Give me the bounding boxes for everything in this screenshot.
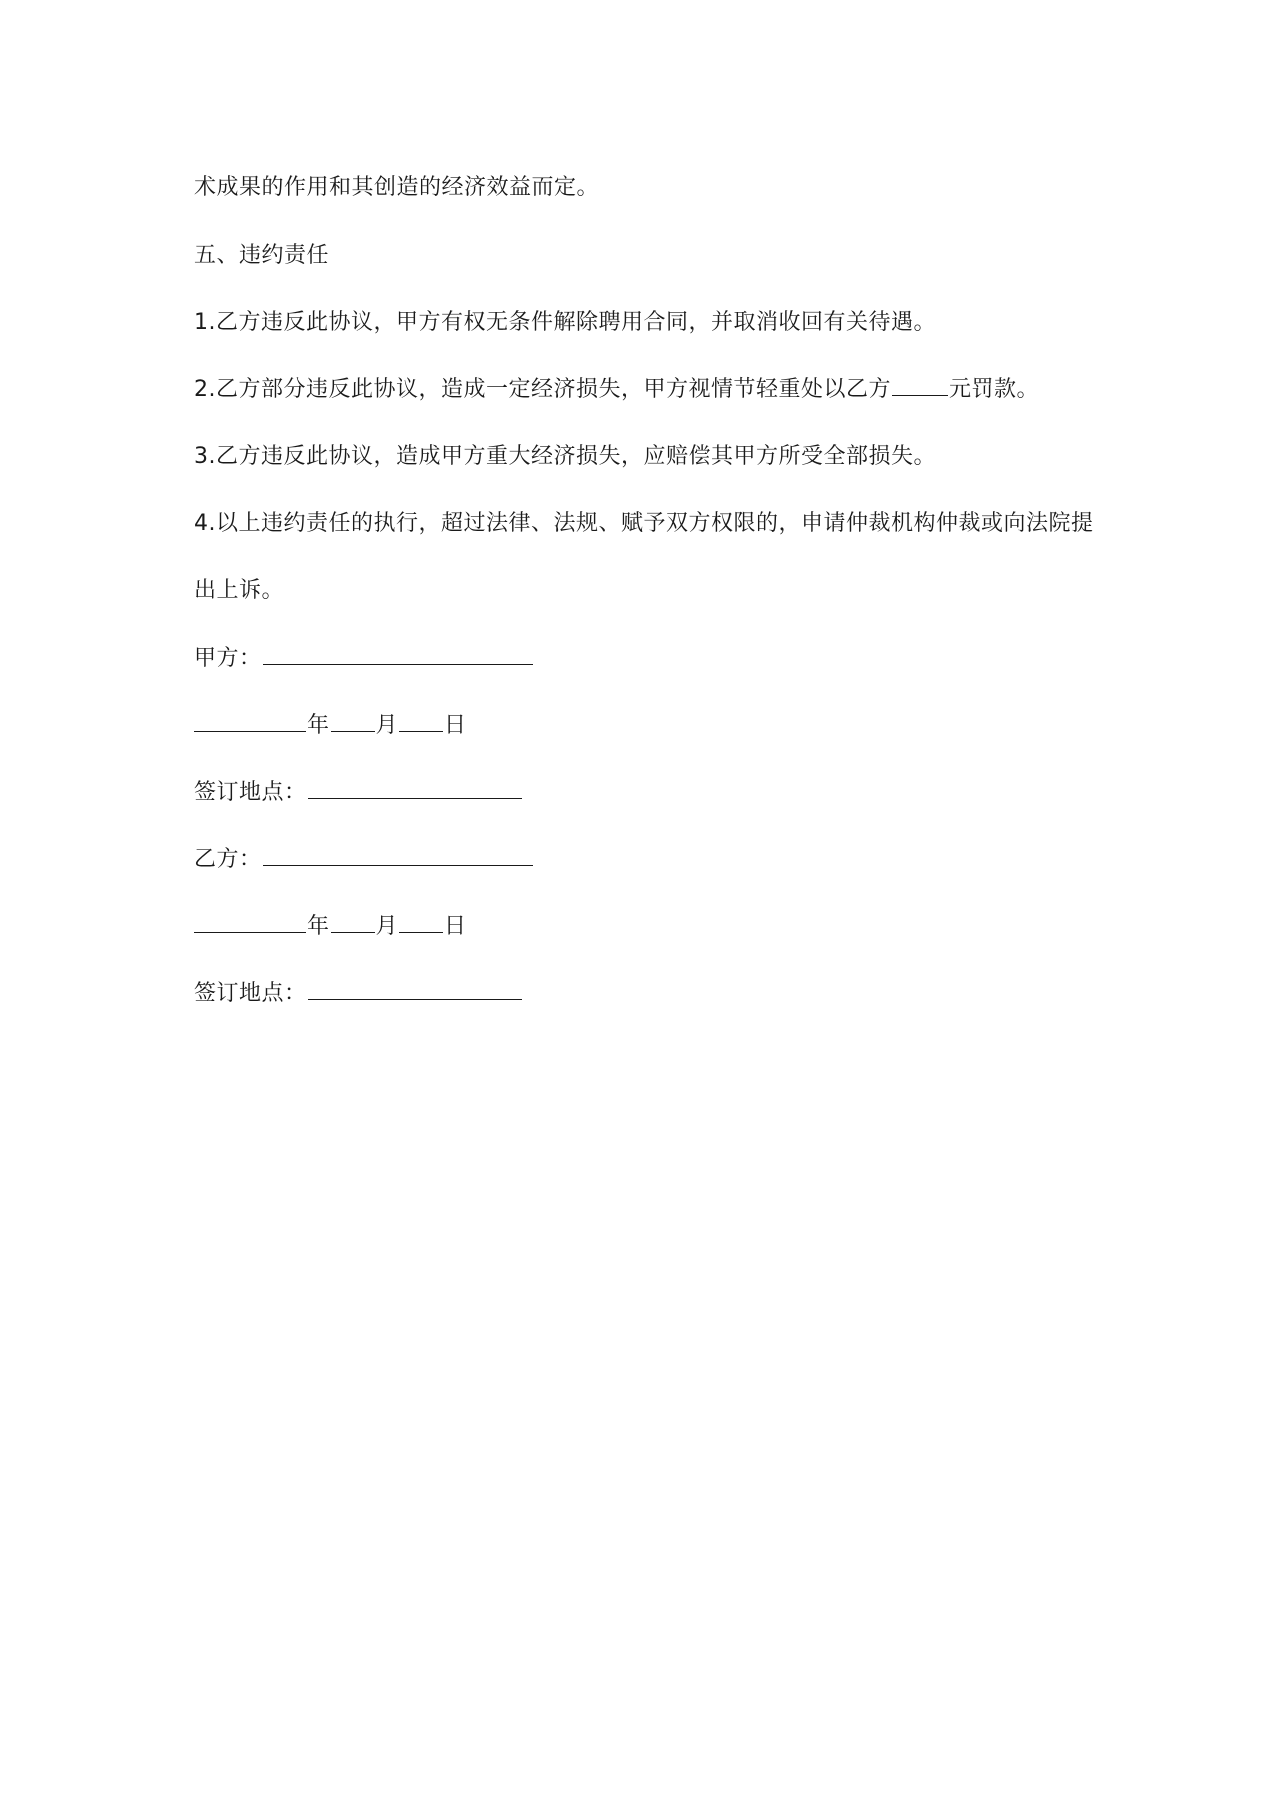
party-b-month-label: 月	[375, 914, 399, 939]
party-b-day-blank	[399, 910, 443, 933]
party-a-year-label: 年	[307, 713, 330, 738]
party-b-day-label: 日	[444, 914, 467, 939]
party-a-label: 甲方：	[194, 646, 262, 671]
party-b-year-blank	[194, 910, 306, 933]
party-b-place-label: 签订地点：	[194, 981, 307, 1006]
clause-4-line-1	[194, 507, 1094, 541]
party-b-year-label: 年	[307, 914, 330, 939]
clause-1	[194, 306, 936, 340]
party-b-date-line	[194, 910, 467, 944]
party-a-month-blank	[331, 709, 375, 732]
clause-4-line-2	[194, 574, 284, 608]
party-a-date-line	[194, 709, 467, 743]
clause-4-text-line-2: 出上诉。	[194, 578, 285, 603]
party-a-year-blank	[194, 709, 306, 732]
continuation-line	[194, 171, 599, 205]
party-b-name-blank	[263, 843, 533, 866]
party-a-place-line	[194, 776, 523, 810]
clause-3	[194, 440, 936, 474]
party-a-place-blank	[308, 776, 522, 799]
party-b-line	[194, 843, 534, 877]
clause-1-text: 1.乙方违反此协议，甲方有权无条件解除聘用合同，并取消收回有关待遇。	[194, 310, 936, 335]
party-a-name-blank	[263, 642, 533, 665]
section-title	[194, 239, 329, 273]
party-a-line	[194, 642, 534, 676]
clause-2-text-after: 元罚款。	[949, 377, 1040, 402]
section-title-text: 五、违约责任	[194, 243, 330, 268]
party-a-place-label: 签订地点：	[194, 780, 307, 805]
party-a-day-blank	[399, 709, 443, 732]
party-a-day-label: 日	[444, 713, 467, 738]
clause-3-text: 3.乙方违反此协议，造成甲方重大经济损失，应赔偿其甲方所受全部损失。	[194, 444, 936, 469]
party-b-place-blank	[308, 977, 522, 1000]
continuation-text: 术成果的作用和其创造的经济效益而定。	[194, 175, 600, 200]
clause-4-text-line-1: 4.以上违约责任的执行，超过法律、法规、赋予双方权限的，申请仲裁机构仲裁或向法院提	[194, 511, 1094, 536]
party-a-month-label: 月	[375, 713, 399, 738]
party-b-label: 乙方：	[194, 847, 262, 872]
fine-amount-blank	[892, 373, 948, 396]
clause-2-text-before: 2.乙方部分违反此协议，造成一定经济损失，甲方视情节轻重处以乙方	[194, 377, 891, 402]
clause-2	[194, 373, 1039, 407]
party-b-place-line	[194, 977, 523, 1011]
party-b-month-blank	[331, 910, 375, 933]
